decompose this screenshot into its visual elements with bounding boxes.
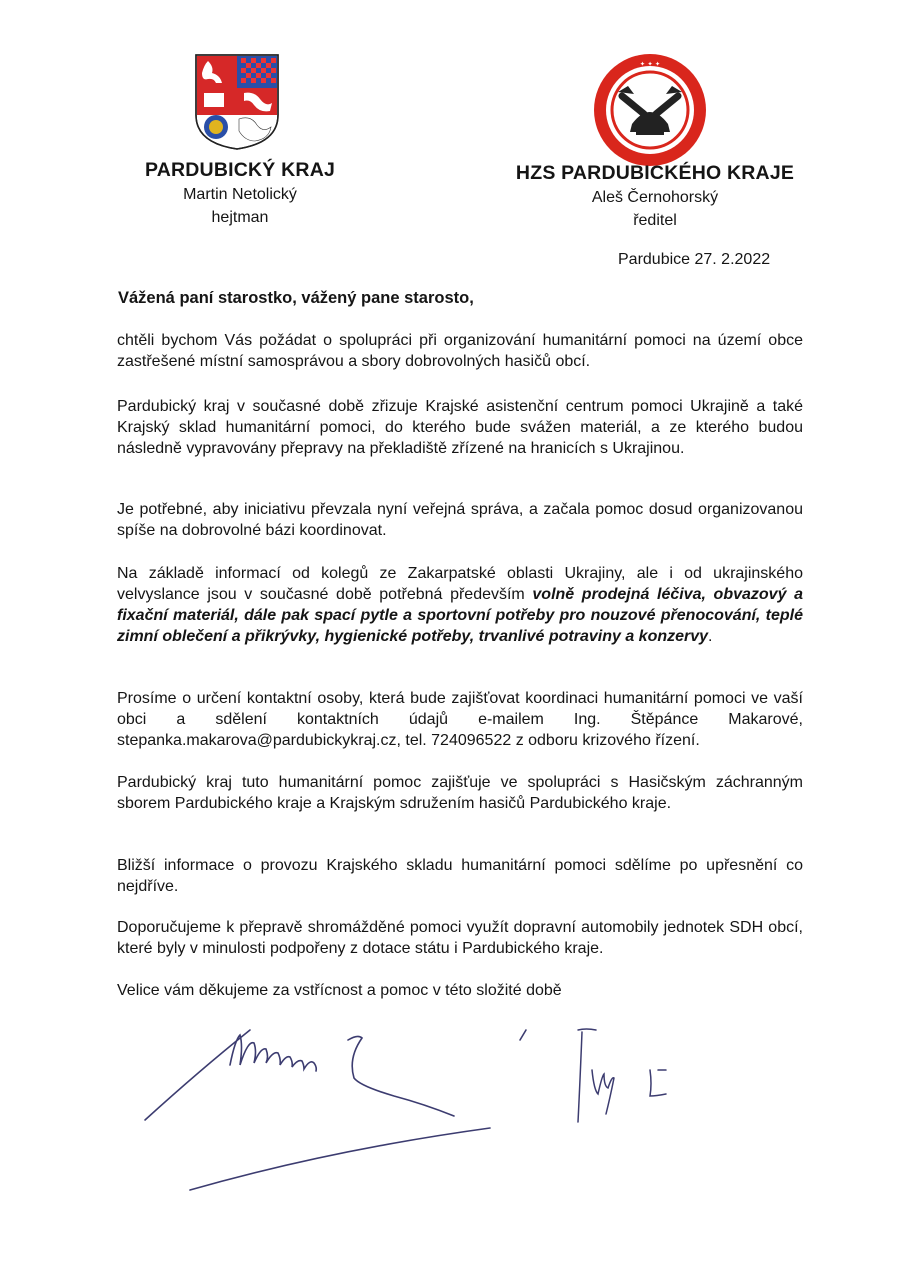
signature-hejtman bbox=[145, 1030, 526, 1190]
right-organization bbox=[470, 161, 840, 231]
paragraph: Pardubický kraj tuto humanitární pomoc zajišťuje ve spolupráci s Hasičským záchranným sborem Pardubického kraje a Krajským sdružením hasičů Pardubického kraje. bbox=[117, 774, 803, 812]
paragraph-needs-end: . bbox=[708, 628, 713, 645]
paragraph-contact: Prosíme o určení kontaktní osoby, která bude zajišťovat koordinaci humanitární pomoci ve vaší obci a sdělení kontaktních údajů e-mailem Ing. Štěpánce Makarové, stepanka.makarova@pardubickykraj.cz, tel. 724096522 z odboru krizového řízení. bbox=[117, 690, 803, 749]
fire-rescue-seal-icon bbox=[592, 52, 708, 168]
salutation: Vážená paní starostko, vážený pane starosto, bbox=[118, 289, 474, 307]
closing-line: Velice vám děkujeme za vstřícnost a pomoc v této složité době bbox=[117, 982, 562, 999]
signature-reditel bbox=[578, 1029, 666, 1122]
left-org-person: Martin Netolický bbox=[183, 186, 297, 203]
paragraph: Pardubický kraj v současné době zřizuje Krajské asistenční centrum pomoci Ukrajině a také Krajský sklad humanitární pomoci, do kterého bude svážen materiál, a ze kterého budou následně vypravovány přepravy na překladiště zřízené na hranicích s Ukrajinou. bbox=[117, 398, 803, 457]
right-org-name: HZS PARDUBICKÉHO KRAJE bbox=[515, 162, 795, 184]
paragraph: Je potřebné, aby iniciativu převzala nyní veřejná správa, a začala pomoc dosud organizovanou spíše na dobrovolné bázi koordinovat. bbox=[117, 501, 803, 539]
right-org-person: Aleš Černohorský bbox=[591, 189, 719, 206]
paragraph: Doporučujeme k přepravě shromážděné pomoci využít dopravní automobily jednotek SDH obcí, které byly v minulosti podpořeny z dotace státu i Pardubického kraje. bbox=[117, 919, 803, 957]
coat-of-arms-icon bbox=[194, 53, 280, 151]
left-organization bbox=[120, 158, 360, 228]
left-org-name: PARDUBICKÝ KRAJ bbox=[144, 159, 336, 181]
left-org-role: hejtman bbox=[211, 209, 269, 226]
paragraph-needs bbox=[117, 563, 803, 647]
signatures bbox=[130, 1010, 730, 1210]
letter-date: Pardubice 27. 2.2022 bbox=[618, 251, 771, 268]
paragraph: Bližší informace o provozu Krajského skladu humanitární pomoci sdělíme po upřesnění co nejdříve. bbox=[117, 857, 803, 895]
needed-items-emphasis: volně prodejná léčiva, obvazový a fixační materiál, dále pak spací pytle a sportovní potřeby pro nouzové přenocování, teplé zimní oblečení a přikrývky, hygienické potřeby, trvanlivé potraviny a konzervy bbox=[117, 586, 803, 645]
right-org-role: ředitel bbox=[633, 212, 677, 229]
paragraph: chtěli bychom Vás požádat o spolupráci při organizování humanitární pomoci na území obce zastřešené místní samosprávou a sbory dobrovolných hasičů obcí. bbox=[117, 332, 803, 370]
svg-text:✦ ✦ ✦: ✦ ✦ ✦ bbox=[639, 60, 661, 68]
paragraph-needs-text: Na základě informací od kolegů ze Zakarpatské oblasti Ukrajiny, ale i od ukrajinského velvyslance jsou v současné době potřebná především bbox=[117, 565, 803, 603]
